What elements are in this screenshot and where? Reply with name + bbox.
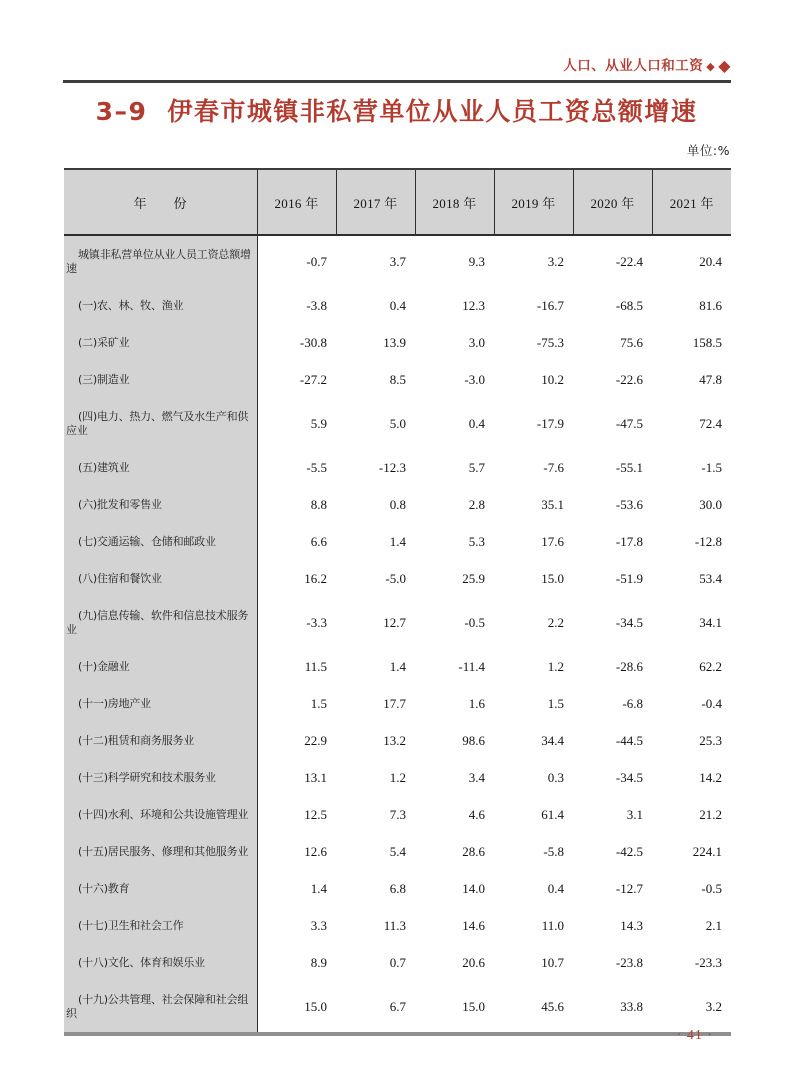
value-cell: 14.6 xyxy=(462,917,485,933)
value-cell: 12.7 xyxy=(383,614,406,630)
value-cell: 0.4 xyxy=(468,415,485,431)
value-cell: -17.9 xyxy=(536,415,564,431)
value-cell: -12.7 xyxy=(615,880,643,896)
value-cell: 6.6 xyxy=(310,533,327,549)
value-cell: -34.5 xyxy=(615,769,643,785)
value-cell: 5.7 xyxy=(468,459,485,475)
row-label-cell: (十四)水利、环境和公共设施管理业 xyxy=(64,796,257,833)
row-label-cell: (十)金融业 xyxy=(64,648,257,685)
column-header-year-2020: 2020 年 xyxy=(573,169,652,235)
value-cell: 12.3 xyxy=(462,297,485,313)
value-cell: 3.4 xyxy=(468,769,485,785)
value-cell: 14.3 xyxy=(620,917,643,933)
table-header-row xyxy=(64,169,731,235)
table-header xyxy=(64,169,731,235)
unit-label: 单位:% xyxy=(686,143,730,158)
value-cell: -5.5 xyxy=(306,459,327,475)
value-cell: 25.9 xyxy=(462,570,485,586)
value-cell: 30.0 xyxy=(699,496,722,512)
row-label-cell: (三)制造业 xyxy=(64,361,257,398)
row-label-cell: (一)农、林、牧、渔业 xyxy=(64,287,257,324)
header-rule xyxy=(63,80,731,83)
value-cell: 9.3 xyxy=(468,253,485,269)
value-cell: 3.0 xyxy=(468,334,485,350)
table-body xyxy=(64,235,731,1034)
value-cell: 5.3 xyxy=(468,533,485,549)
value-cell: 13.9 xyxy=(383,334,406,350)
value-cell: -7.6 xyxy=(543,459,564,475)
running-header xyxy=(63,57,731,75)
value-cell: 158.5 xyxy=(692,334,722,350)
table-row xyxy=(64,722,731,759)
page-number: · 41 · xyxy=(676,1028,713,1043)
row-label-cell: (十一)房地产业 xyxy=(64,685,257,722)
row-label-cell: (五)建筑业 xyxy=(64,449,257,486)
value-cell: 13.2 xyxy=(383,732,406,748)
value-cell: 12.6 xyxy=(304,843,327,859)
value-cell: -47.5 xyxy=(615,415,643,431)
table-row xyxy=(64,287,731,324)
table-row xyxy=(64,235,731,287)
column-header-year-2019: 2019 年 xyxy=(494,169,573,235)
value-cell: 15.0 xyxy=(462,998,485,1014)
value-cell: 0.8 xyxy=(389,496,406,512)
value-cell: 6.8 xyxy=(389,880,406,896)
table-row xyxy=(64,597,731,648)
value-cell: -0.5 xyxy=(701,880,722,896)
table-row xyxy=(64,907,731,944)
value-cell: -22.6 xyxy=(615,371,643,387)
table-row xyxy=(64,523,731,560)
value-cell: -34.5 xyxy=(615,614,643,630)
table-row xyxy=(64,361,731,398)
value-cell: -5.8 xyxy=(543,843,564,859)
row-label-cell: (九)信息传输、软件和信息技术服务业 xyxy=(64,597,257,648)
value-cell: 35.1 xyxy=(541,496,564,512)
row-label-cell: (十二)租赁和商务服务业 xyxy=(64,722,257,759)
value-cell: -27.2 xyxy=(299,371,327,387)
row-label-cell: 城镇非私营单位从业人员工资总额增速 xyxy=(64,235,257,287)
value-cell: -0.7 xyxy=(306,253,327,269)
row-label-cell: (七)交通运输、仓储和邮政业 xyxy=(64,523,257,560)
value-cell: -23.8 xyxy=(615,954,643,970)
value-cell: 62.2 xyxy=(699,658,722,674)
value-cell: 20.4 xyxy=(699,253,722,269)
value-cell: 5.9 xyxy=(310,415,327,431)
value-cell: 10.2 xyxy=(541,371,564,387)
value-cell: 3.2 xyxy=(547,253,564,269)
value-cell: -51.9 xyxy=(615,570,643,586)
value-cell: 1.5 xyxy=(547,695,564,711)
value-cell: 22.9 xyxy=(304,732,327,748)
value-cell: -3.3 xyxy=(306,614,327,630)
value-cell: 11.3 xyxy=(383,917,406,933)
value-cell: 2.8 xyxy=(468,496,485,512)
value-cell: 61.4 xyxy=(541,806,564,822)
value-cell: 14.0 xyxy=(462,880,485,896)
value-cell: 1.2 xyxy=(547,658,564,674)
value-cell: 0.4 xyxy=(389,297,406,313)
value-cell: 33.8 xyxy=(620,998,643,1014)
table-row xyxy=(64,449,731,486)
value-cell: -17.8 xyxy=(615,533,643,549)
value-cell: 81.6 xyxy=(699,297,722,313)
row-label-cell: (四)电力、热力、燃气及水生产和供应业 xyxy=(64,398,257,449)
value-cell: 8.5 xyxy=(389,371,406,387)
value-cell: -75.3 xyxy=(536,334,564,350)
value-cell: 25.3 xyxy=(699,732,722,748)
value-cell: 98.6 xyxy=(462,732,485,748)
value-cell: -12.3 xyxy=(378,459,406,475)
row-label-cell: (十八)文化、体育和娱乐业 xyxy=(64,944,257,981)
table-number: 3–9 xyxy=(95,97,148,126)
value-cell: 0.7 xyxy=(389,954,406,970)
row-label-cell: (十六)教育 xyxy=(64,870,257,907)
value-cell: 1.5 xyxy=(310,695,327,711)
year-column-header: 年 份 xyxy=(64,169,257,235)
value-cell: -0.5 xyxy=(464,614,485,630)
value-cell: 72.4 xyxy=(699,415,722,431)
row-label-cell: (二)采矿业 xyxy=(64,324,257,361)
value-cell: 47.8 xyxy=(699,371,722,387)
value-cell: 53.4 xyxy=(699,570,722,586)
table-row xyxy=(64,944,731,981)
value-cell: -6.8 xyxy=(622,695,643,711)
table-row xyxy=(64,648,731,685)
value-cell: 0.4 xyxy=(547,880,564,896)
value-cell: 75.6 xyxy=(620,334,643,350)
value-cell: 3.7 xyxy=(389,253,406,269)
value-cell: 17.7 xyxy=(383,695,406,711)
value-cell: -55.1 xyxy=(615,459,643,475)
value-cell: 3.1 xyxy=(626,806,643,822)
wage-growth-table xyxy=(64,168,731,1036)
value-cell: 2.2 xyxy=(547,614,564,630)
column-header-year-2018: 2018 年 xyxy=(415,169,494,235)
value-cell: -11.4 xyxy=(458,658,485,674)
table-row xyxy=(64,796,731,833)
value-cell: 5.4 xyxy=(389,843,406,859)
value-cell: 3.2 xyxy=(705,998,722,1014)
table-row xyxy=(64,833,731,870)
diamond-icon-large: ◆ xyxy=(718,56,731,75)
value-cell: 34.4 xyxy=(541,732,564,748)
value-cell: 7.3 xyxy=(389,806,406,822)
value-cell: -5.0 xyxy=(385,570,406,586)
value-cell: 1.4 xyxy=(389,658,406,674)
value-cell: 4.6 xyxy=(468,806,485,822)
value-cell: 224.1 xyxy=(692,843,722,859)
value-cell: 13.1 xyxy=(304,769,327,785)
value-cell: -44.5 xyxy=(615,732,643,748)
value-cell: 15.0 xyxy=(304,998,327,1014)
value-cell: 34.1 xyxy=(699,614,722,630)
value-cell: 1.4 xyxy=(389,533,406,549)
value-cell: 11.5 xyxy=(304,658,327,674)
value-cell: -1.5 xyxy=(701,459,722,475)
value-cell: 1.4 xyxy=(310,880,327,896)
column-header-year-2017: 2017 年 xyxy=(336,169,415,235)
value-cell: 45.6 xyxy=(541,998,564,1014)
value-cell: 5.0 xyxy=(389,415,406,431)
value-cell: -53.6 xyxy=(615,496,643,512)
value-cell: 1.2 xyxy=(389,769,406,785)
table-row xyxy=(64,759,731,796)
value-cell: 2.1 xyxy=(705,917,722,933)
value-cell: -16.7 xyxy=(536,297,564,313)
row-label-cell: (八)住宿和餐饮业 xyxy=(64,560,257,597)
value-cell: -22.4 xyxy=(615,253,643,269)
value-cell: -0.4 xyxy=(701,695,722,711)
value-cell: 10.7 xyxy=(541,954,564,970)
value-cell: 12.5 xyxy=(304,806,327,822)
value-cell: 1.6 xyxy=(468,695,485,711)
value-cell: 21.2 xyxy=(699,806,722,822)
table-row xyxy=(64,685,731,722)
value-cell: 3.3 xyxy=(310,917,327,933)
table-row xyxy=(64,486,731,523)
column-header-year-2016: 2016 年 xyxy=(257,169,336,235)
table-row xyxy=(64,398,731,449)
value-cell: 11.0 xyxy=(541,917,564,933)
page-title xyxy=(0,97,793,127)
table-row xyxy=(64,981,731,1034)
value-cell: 14.2 xyxy=(699,769,722,785)
row-label-cell: (六)批发和零售业 xyxy=(64,486,257,523)
value-cell: 16.2 xyxy=(304,570,327,586)
value-cell: 6.7 xyxy=(389,998,406,1014)
row-label-cell: (十七)卫生和社会工作 xyxy=(64,907,257,944)
value-cell: -28.6 xyxy=(615,658,643,674)
running-header-text: 人口、从业人口和工资 xyxy=(563,58,704,74)
table-row xyxy=(64,870,731,907)
value-cell: -68.5 xyxy=(615,297,643,313)
row-label-cell: (十五)居民服务、修理和其他服务业 xyxy=(64,833,257,870)
column-header-year-2021: 2021 年 xyxy=(652,169,731,235)
diamond-icon-small: ◆ xyxy=(706,59,716,73)
value-cell: 17.6 xyxy=(541,533,564,549)
value-cell: -42.5 xyxy=(615,843,643,859)
row-label-cell: (十九)公共管理、社会保障和社会组织 xyxy=(64,981,257,1034)
value-cell: 8.8 xyxy=(310,496,327,512)
value-cell: -30.8 xyxy=(299,334,327,350)
value-cell: -23.3 xyxy=(694,954,722,970)
table-row xyxy=(64,560,731,597)
value-cell: 28.6 xyxy=(462,843,485,859)
table-row xyxy=(64,324,731,361)
value-cell: -12.8 xyxy=(694,533,722,549)
table-title-text: 伊春市城镇非私营单位从业人员工资总额增速 xyxy=(167,97,698,126)
value-cell: -3.8 xyxy=(306,297,327,313)
value-cell: 20.6 xyxy=(462,954,485,970)
value-cell: -3.0 xyxy=(464,371,485,387)
row-label-cell: (十三)科学研究和技术服务业 xyxy=(64,759,257,796)
value-cell: 15.0 xyxy=(541,570,564,586)
value-cell: 0.3 xyxy=(547,769,564,785)
value-cell: 8.9 xyxy=(310,954,327,970)
